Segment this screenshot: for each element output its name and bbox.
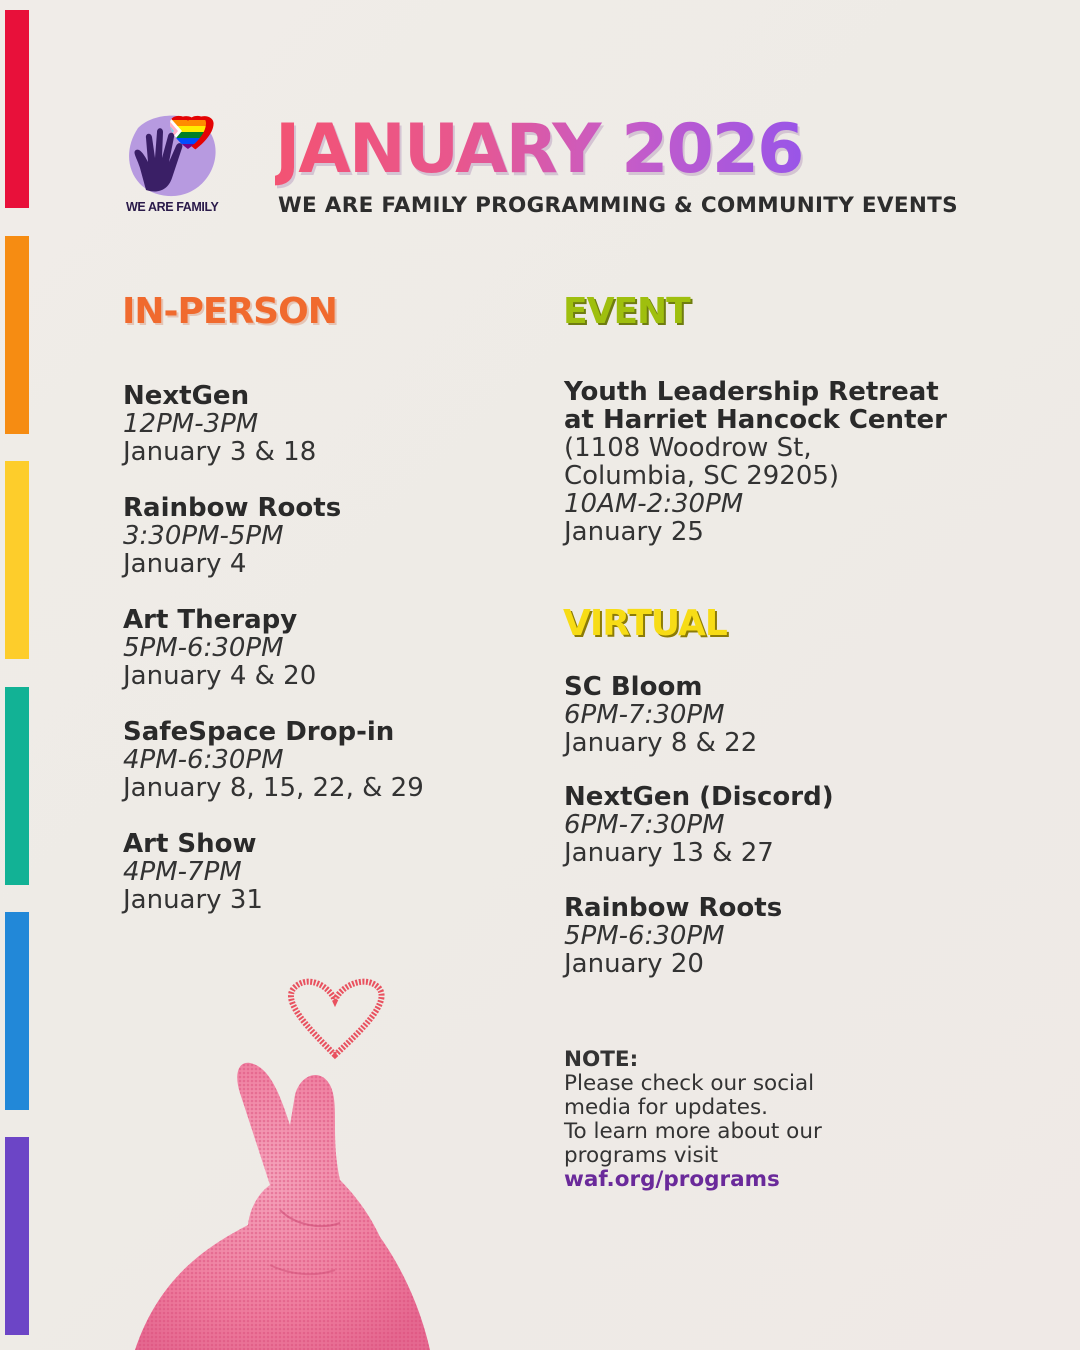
program-time: 6PM-7:30PM <box>564 810 725 840</box>
event-name-line1: Youth Leadership Retreat <box>564 377 939 407</box>
program-dates: January 4 <box>123 549 247 579</box>
note-heading: NOTE: <box>564 1047 639 1072</box>
program-time: 12PM-3PM <box>123 409 259 439</box>
stripe-purple <box>5 1137 29 1335</box>
program-name: Rainbow Roots <box>564 893 783 923</box>
program-dates: January 13 & 27 <box>564 838 774 868</box>
event-heading: EVENT <box>563 291 690 332</box>
stripe-yellow <box>5 461 29 659</box>
note-line: programs visit <box>564 1143 719 1168</box>
stripe-blue <box>5 912 29 1110</box>
program-item <box>123 382 316 466</box>
in-person-heading: IN-PERSON <box>122 291 337 332</box>
note-line: Please check our social <box>564 1071 815 1096</box>
program-dates: January 3 & 18 <box>123 437 317 467</box>
program-time: 5PM-6:30PM <box>564 921 725 951</box>
program-dates: January 31 <box>123 885 263 915</box>
program-time: 4PM-7PM <box>123 857 242 887</box>
page-subtitle: WE ARE FAMILY PROGRAMMING & COMMUNITY EVENTS <box>278 193 958 218</box>
program-time: 4PM-6:30PM <box>123 745 284 775</box>
event-item <box>564 378 947 546</box>
program-item <box>123 830 263 914</box>
stripe-red <box>5 10 29 208</box>
note-block <box>564 1048 822 1192</box>
program-dates: January 4 & 20 <box>123 661 317 691</box>
program-item <box>123 494 341 578</box>
program-name: Rainbow Roots <box>123 493 342 523</box>
event-name-line2: at Harriet Hancock Center <box>564 405 947 435</box>
program-time: 5PM-6:30PM <box>123 633 284 663</box>
program-dates: January 8, 15, 22, & 29 <box>123 773 424 803</box>
stripe-orange <box>5 236 29 434</box>
finger-heart-hand-icon <box>130 975 440 1350</box>
event-time: 10AM-2:30PM <box>564 489 744 519</box>
page-title: JANUARY 2026 <box>275 110 803 189</box>
program-dates: January 20 <box>564 949 704 979</box>
program-name: NextGen <box>123 381 250 411</box>
program-item <box>123 606 316 690</box>
program-item <box>564 894 782 978</box>
program-time: 6PM-7:30PM <box>564 700 725 730</box>
program-name: Art Therapy <box>123 605 298 635</box>
stripe-green <box>5 687 29 885</box>
event-address-line2: Columbia, SC 29205) <box>564 461 840 491</box>
programs-link[interactable]: waf.org/programs <box>564 1167 780 1192</box>
program-item <box>564 783 834 867</box>
event-dates: January 25 <box>564 517 704 547</box>
program-name: NextGen (Discord) <box>564 782 834 812</box>
program-item <box>123 718 424 802</box>
program-name: Art Show <box>123 829 257 859</box>
virtual-heading: VIRTUAL <box>563 603 727 644</box>
program-dates: January 8 & 22 <box>564 728 758 758</box>
note-line: To learn more about our <box>564 1119 822 1144</box>
program-name: SafeSpace Drop-in <box>123 717 395 747</box>
program-item <box>564 673 757 757</box>
logo-text: WE ARE FAMILY <box>126 200 219 214</box>
event-address-line1: (1108 Woodrow St, <box>564 433 812 463</box>
note-line: media for updates. <box>564 1095 768 1120</box>
program-name: SC Bloom <box>564 672 703 702</box>
program-time: 3:30PM-5PM <box>123 521 284 551</box>
